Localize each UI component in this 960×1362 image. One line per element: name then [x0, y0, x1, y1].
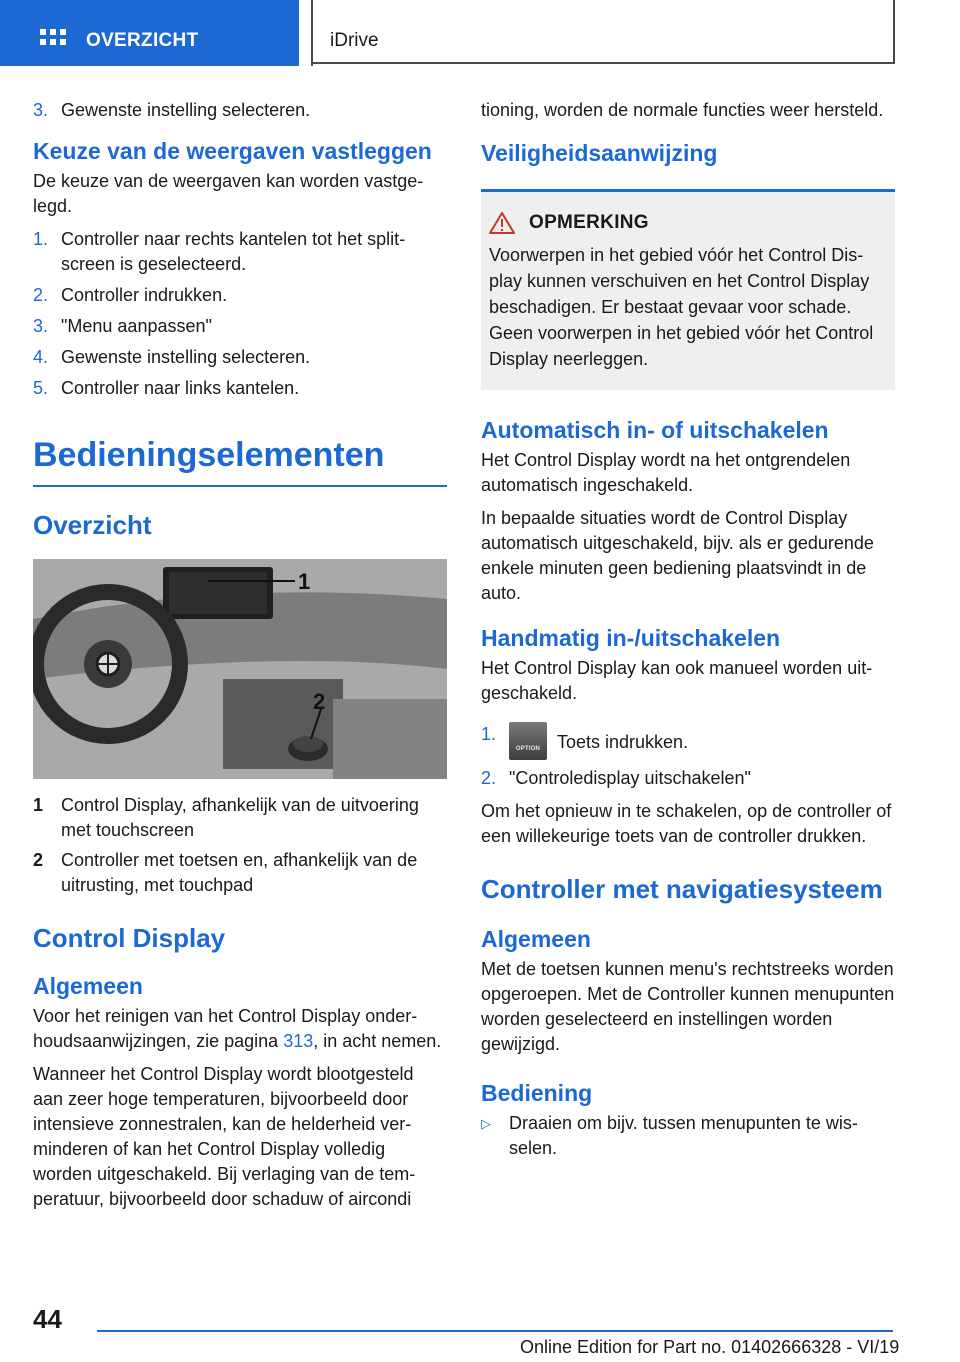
step-text-content: Toets indrukken.: [557, 732, 689, 752]
list-item: [481, 722, 895, 760]
paragraph: In bepaalde situaties wordt de Control Display automatisch uitgeschakeld, bijv. als er gedurende enkele minuten geen bediening plaatsvindt in de auto.: [481, 508, 874, 603]
cockpit-photo: [33, 559, 447, 779]
list-item: [33, 283, 447, 308]
right-column: [481, 98, 895, 1167]
paragraph: Het Control Display wordt na het ontgrendelen automatisch ingeschakeld.: [481, 450, 851, 495]
manual-steps: [481, 722, 895, 791]
legend-text: Control Display, afhankelijk van de uitvoering met touchscreen: [61, 795, 419, 840]
header-underline: [311, 62, 894, 64]
heading-algemeen-right: Algemeen: [481, 926, 591, 952]
step-number: 3.: [33, 316, 49, 336]
step-text: Controller indrukken.: [61, 285, 228, 305]
heading-overzicht: Overzicht: [33, 510, 152, 540]
heading-control-display: Control Display: [33, 923, 226, 953]
paragraph: Om het opnieuw in te schakelen, op de controller of een willekeurige toets van de controller drukken.: [481, 801, 892, 846]
overview-tab[interactable]: [0, 0, 299, 66]
legend-number: 2: [33, 850, 44, 870]
warning-text: Voorwerpen in het gebied vóór het Control Display kunnen verschuiven en het Control Display beschadigen. Er bestaat gevaar voor schade. Geen voorwerpen in het gebied vóór het Control Display neerleggen.: [489, 245, 874, 369]
overview-tab-label: OVERZICHT: [86, 30, 199, 51]
section-title: iDrive: [330, 30, 379, 51]
step-text: Gewenste instelling selecteren.: [61, 347, 311, 367]
step-text: Controller naar links kantelen.: [61, 378, 300, 398]
list-item: [33, 227, 447, 277]
warning-box: [481, 192, 895, 390]
legend-item: [33, 848, 447, 898]
header-divider: [311, 0, 313, 66]
list-item: [33, 376, 447, 401]
paragraph-text: Voor het reinigen van het Control Display onderhoudsaanwijzingen, zie pagina: [33, 1006, 418, 1051]
chapter-title: Bedieningselementen: [33, 436, 385, 474]
step-list: [33, 227, 447, 401]
heading-auto-onoff: Automatisch in- of uitschakelen: [481, 417, 829, 443]
step-number: 1.: [481, 724, 497, 744]
step-number: 1.: [33, 229, 49, 249]
step-text: "Controledisplay uitschakelen": [509, 768, 751, 788]
heading-safety: Veiligheidsaanwijzing: [481, 140, 718, 166]
grid-menu-icon: [40, 29, 68, 51]
step-list-continued: [33, 98, 447, 123]
warning-icon: [489, 212, 515, 234]
paragraph: Het Control Display kan ook manueel worden uitgeschakeld.: [481, 658, 873, 703]
heading-algemeen: Algemeen: [33, 973, 143, 999]
legend-item: [33, 793, 447, 843]
option-button-label: OPTION: [515, 746, 541, 752]
heading-manual-onoff: Handmatig in-/uitschakelen: [481, 625, 781, 651]
step-number: 2.: [33, 285, 49, 305]
step-text: Gewenste instelling selecteren.: [61, 100, 311, 120]
heading-controller: Controller met navigatiesysteem: [481, 874, 883, 904]
paragraph: Met de toetsen kunnen menu's rechtstreeks worden opgeroepen. Met de Controller kunnen menupunten worden geselecteerd en instellingen worden gewijzigd.: [481, 959, 895, 1054]
paragraph-continued: tioning, worden de normale functies weer hersteld.: [481, 100, 884, 120]
footer-edition: Online Edition for Part no. 01402666328 - VI/19: [520, 1337, 900, 1357]
heading-bediening: Bediening: [481, 1080, 593, 1106]
option-button-icon: [509, 722, 547, 760]
figure-legend: [33, 793, 447, 898]
heading-keuze: Keuze van de weergaven vastleggen: [33, 138, 432, 164]
list-item: [481, 766, 895, 791]
list-item: [33, 314, 447, 339]
header-right-border: [893, 0, 895, 64]
left-column: [33, 98, 447, 1220]
step-text: Controller naar rechts kantelen tot het splitscreen is geselecteerd.: [61, 229, 406, 274]
callout-2: 2: [313, 689, 326, 714]
paragraph: De keuze van de weergaven kan worden vastgelegd.: [33, 171, 424, 216]
bullet-text: Draaien om bijv. tussen menupunten te wisselen.: [509, 1113, 858, 1158]
callout-1: 1: [298, 569, 311, 594]
paragraph: Wanneer het Control Display wordt blootgesteld aan zeer hoge temperaturen, bijvoorbeeld door intensieve zonnestralen, kan de helderheid verminderen of kan het Control Display volledig worden uitgeschakeld. Bij verlaging van de temperatuur, bijvoorbeeld door schaduw of aircondi: [33, 1064, 416, 1209]
step-number: 2.: [481, 768, 497, 788]
step-text: [509, 722, 895, 760]
warning-label: OPMERKING: [529, 212, 649, 233]
bullet-list: [481, 1111, 895, 1161]
list-item: [33, 98, 447, 123]
list-item: [33, 345, 447, 370]
cockpit-illustration: [33, 559, 447, 779]
page-header: [0, 0, 960, 66]
paragraph-text: , in acht nemen.: [313, 1031, 442, 1051]
legend-text: Controller met toetsen en, afhankelijk van de uitrusting, met touchpad: [61, 850, 418, 895]
warning-header: [489, 212, 887, 234]
list-item: [481, 1111, 895, 1161]
step-number: 3.: [33, 100, 49, 120]
page-number: 44: [33, 1304, 62, 1334]
step-text: "Menu aanpassen": [61, 316, 212, 336]
paragraph: [33, 1004, 447, 1054]
triangle-bullet-icon: ▷: [481, 1116, 491, 1131]
page-link[interactable]: 313: [283, 1031, 314, 1051]
legend-number: 1: [33, 795, 44, 815]
step-number: 5.: [33, 378, 49, 398]
step-number: 4.: [33, 347, 49, 367]
chapter-rule: [33, 485, 447, 487]
footer-rule: [97, 1330, 893, 1332]
